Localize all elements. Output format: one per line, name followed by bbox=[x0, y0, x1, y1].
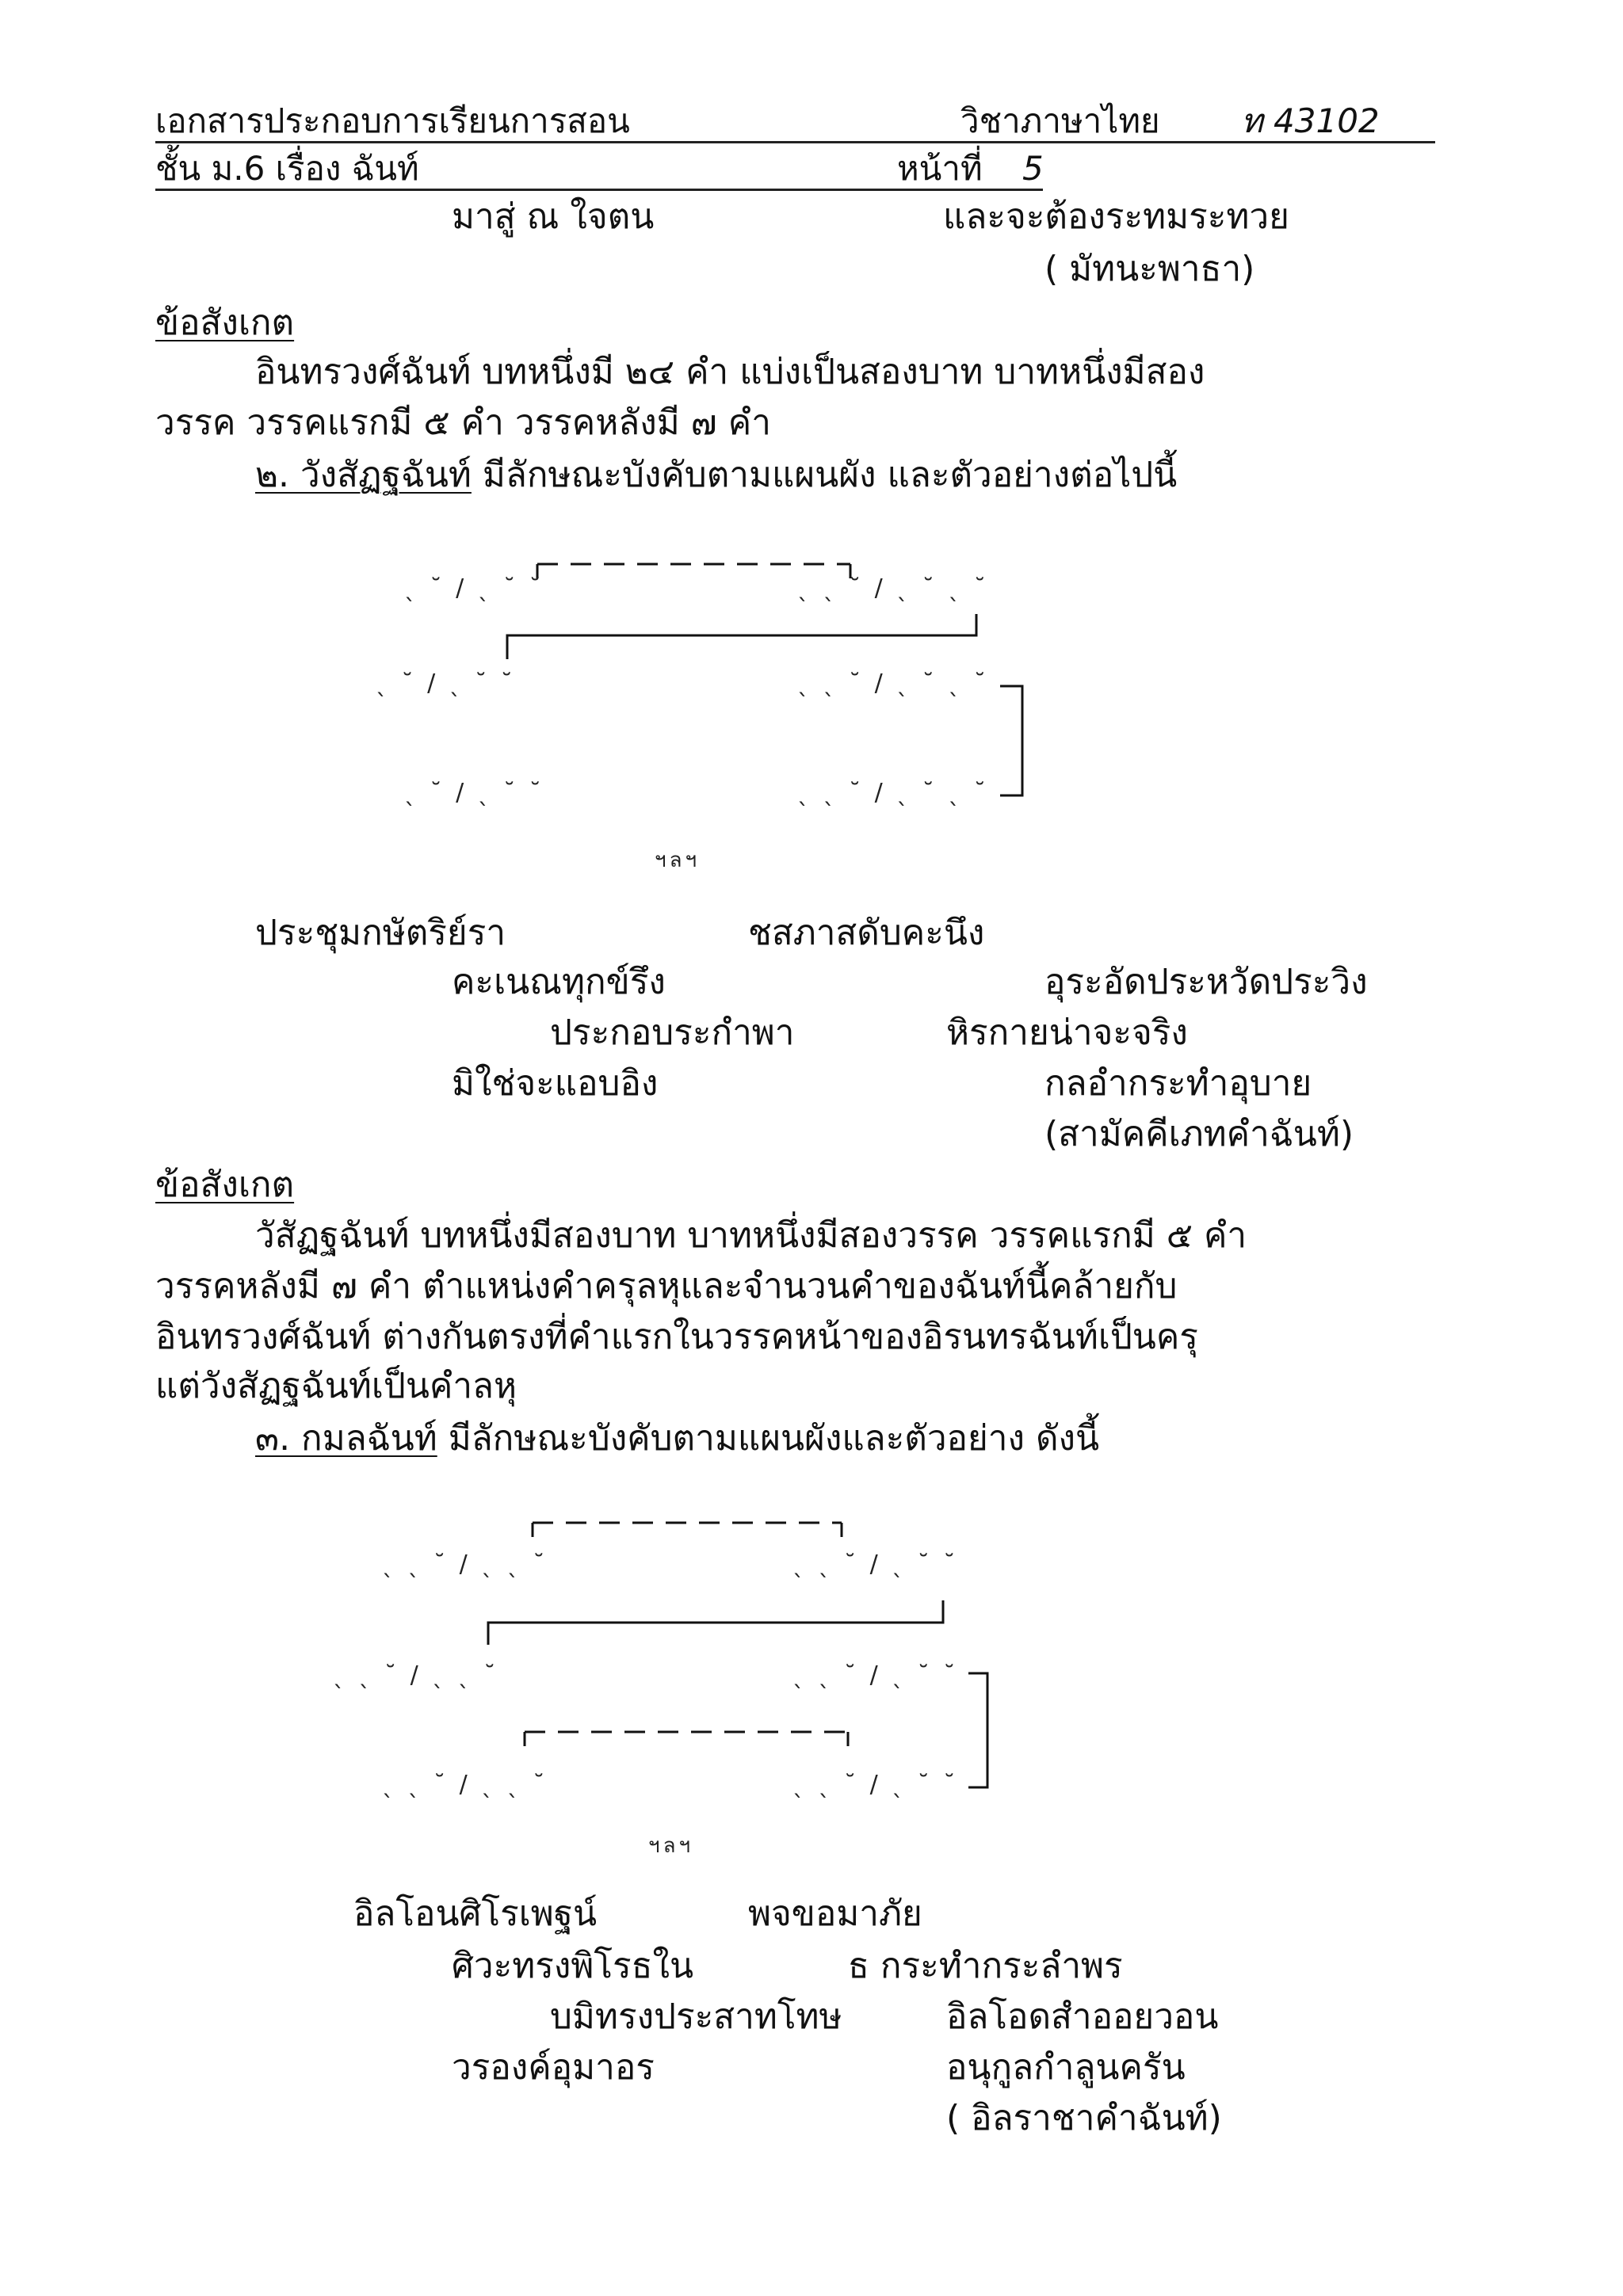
section3-row1-left-marks: ˎ ˎ ˘ / ˎ ˎ ˘ bbox=[382, 1550, 548, 1578]
section3-row2-left-marks: ˎ ˎ ˘ / ˎ ˎ ˘ bbox=[333, 1661, 499, 1689]
section3-poem-l2b: ธ กระทำกระลำพร bbox=[848, 1946, 1123, 1986]
section3-poem-l1a: อิลโอนศิโรเพฐน์ bbox=[353, 1894, 598, 1934]
top-poem-right: และจะต้องระทมระทวย bbox=[943, 196, 1289, 237]
note2-heading: ข้อสังเกต bbox=[155, 1165, 295, 1205]
section3-row3-right-marks: ˎ ˎ ˘ / ˎ ˘ ˘ bbox=[792, 1771, 959, 1798]
header-page-number: 5 bbox=[1022, 149, 1044, 188]
section2-title: ๒. วังสัฏฐฉันท์ bbox=[255, 455, 472, 495]
section2-etc: ฯลฯ bbox=[655, 849, 701, 872]
section2-poem-source: (สามัคคีเภทคำฉันท์) bbox=[1044, 1114, 1354, 1154]
section2-poem-l3a: ประกอบระกำพา bbox=[550, 1013, 795, 1053]
note2-line-4: แต่วังสัฏฐฉันท์เป็นคำลหุ bbox=[155, 1366, 517, 1406]
section2-poem-l4a: มิใช่จะแอบอิง bbox=[452, 1063, 659, 1104]
note2-line-1: วัสัฏฐฉันท์ บทหนึ่งมีสองบาท บาทหนึ่งมีสองวรรค วรรคแรกมี ๕ คำ bbox=[255, 1215, 1247, 1256]
note2-line-3: อินทรวงศ์ฉันท์ ต่างกันตรงที่คำแรกในวรรคหน้าของอิรนทรฉันท์เป็นครุ bbox=[155, 1317, 1198, 1357]
header-page-label: หน้าที่ bbox=[897, 149, 983, 188]
section2-poem-l4b: กลอำกระทำอุบาย bbox=[1044, 1063, 1312, 1104]
section3-poem-l1b: พจขอมาภัย bbox=[748, 1894, 922, 1934]
section3-poem-l3a: บมิทรงประสาทโทษ bbox=[550, 1997, 842, 2037]
section3-row1-right-marks: ˎ ˎ ˘ / ˎ ˘ ˘ bbox=[792, 1550, 959, 1578]
section3-row2-right-marks: ˎ ˎ ˘ / ˎ ˘ ˘ bbox=[792, 1661, 959, 1689]
section3-solid-link bbox=[488, 1600, 943, 1645]
header-class-topic: ชั้น ม.6 เรื่อง ฉันท์ bbox=[155, 149, 419, 188]
note1-heading: ข้อสังเกต bbox=[155, 303, 295, 343]
section3-dashed-link-2-ends bbox=[525, 1732, 848, 1746]
section3-intro: มีลักษณะบังคับตามแผนผังและตัวอย่าง ดังนี้ bbox=[437, 1418, 1100, 1459]
section2-row3-right-marks: ˎ ˎ ˘ / ˎ ˘ ˎ ˘ bbox=[797, 779, 989, 807]
note1-line-1: อินทรวงศ์ฉันท์ บทหนึ่งมี ๒๔ คำ แบ่งเป็นสองบาท บาทหนึ่งมีสอง bbox=[255, 352, 1205, 392]
section2-poem-l2a: คะเนณทุกข์รึง bbox=[452, 962, 666, 1002]
section2-row2-right-marks: ˎ ˎ ˘ / ˎ ˘ ˎ ˘ bbox=[797, 669, 989, 697]
section3-row3-left-marks: ˎ ˎ ˘ / ˎ ˎ ˘ bbox=[382, 1771, 548, 1798]
section3-right-bracket bbox=[968, 1673, 987, 1787]
section3-dashed-link-1-ends bbox=[533, 1523, 842, 1537]
section2-poem-l3b: หิรกายน่าจะจริง bbox=[946, 1013, 1188, 1053]
section3-poem-l4b: อนุกูลกำลูนครัน bbox=[946, 2047, 1186, 2088]
section3-poem-l2a: ศิวะทรงพิโรธใน bbox=[452, 1946, 694, 1986]
section3-poem-l4a: วรองค์อุมาอร bbox=[452, 2047, 655, 2088]
section2-intro: มีลักษณะบังคับตามแผนผัง และตัวอย่างต่อไปนี้ bbox=[471, 455, 1178, 495]
section2-poem-l2b: อุระอัดประหวัดประวิง bbox=[1044, 962, 1368, 1002]
top-poem-source: ( มัทนะพาธา) bbox=[1044, 249, 1255, 289]
top-poem-left: มาสู่ ณ ใจตน bbox=[452, 196, 655, 237]
section3-poem-l3b: อิลโอดสำออยวอน bbox=[946, 1997, 1219, 2037]
section2-row3-left-marks: ˎ ˘ / ˎ ˘ ˘ bbox=[404, 779, 544, 807]
section2-poem-l1b: ชสภาสดับคะนึง bbox=[748, 913, 985, 953]
section2-row1-left-marks: ˎ ˘ / ˎ ˘ ˘ bbox=[404, 574, 544, 602]
section3-poem-source: ( อิลราชาคำฉันท์) bbox=[946, 2098, 1222, 2138]
section3-title: ๓. กมลฉันท์ bbox=[255, 1418, 437, 1459]
section2-poem-l1a: ประชุมกษัตริย์รา bbox=[255, 913, 506, 953]
header-subject: วิชาภาษาไทย bbox=[960, 101, 1160, 140]
section2-row2-left-marks: ˎ ˘ / ˎ ˘ ˘ bbox=[376, 669, 516, 697]
section3-etc: ฯลฯ bbox=[648, 1834, 694, 1858]
section2-row1-right-marks: ˎ ˎ ˘ / ˎ ˘ ˎ ˘ bbox=[797, 574, 989, 602]
note2-line-2: วรรคหลังมี ๗ คำ ตำแหน่งคำครุลหุและจำนวนคำของฉันท์นี้คล้ายกับ bbox=[155, 1266, 1178, 1306]
note1-line-2: วรรค วรรคแรกมี ๕ คำ วรรคหลังมี ๗ คำ bbox=[155, 402, 771, 443]
header-doc-title: เอกสารประกอบการเรียนการสอน bbox=[155, 101, 630, 140]
header-course-code: ท 43102 bbox=[1241, 101, 1380, 140]
